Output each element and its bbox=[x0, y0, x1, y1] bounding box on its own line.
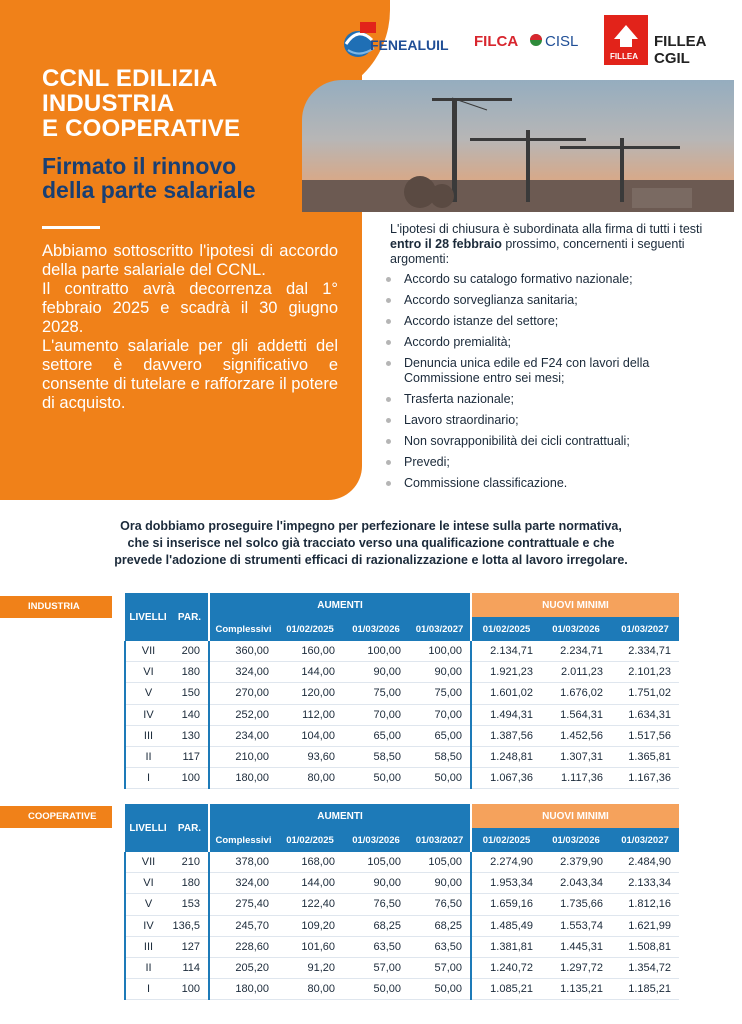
cell-value: 2.043,34 bbox=[541, 873, 611, 894]
col-date: 01/03/2027 bbox=[409, 828, 471, 852]
col-date: 01/03/2026 bbox=[343, 617, 409, 641]
cell-par: 140 bbox=[171, 704, 209, 725]
cell-value: 2.234,71 bbox=[541, 641, 611, 662]
topic-item: Prevedi; bbox=[384, 455, 724, 470]
table-row bbox=[125, 852, 679, 873]
conditions-text: prossimo, concernenti i seguenti argomenti: bbox=[390, 237, 685, 266]
cell-value: 1.812,16 bbox=[611, 894, 679, 915]
cell-value: 65,00 bbox=[343, 725, 409, 746]
intro-paragraph: Abbiamo sottoscritto l'ipotesi di accordo della parte salariale del CCNL. bbox=[42, 242, 338, 279]
fillea-logo-text: FILLEA bbox=[654, 33, 707, 50]
cell-value: 1.445,31 bbox=[541, 936, 611, 957]
cell-value: 210,00 bbox=[209, 746, 277, 767]
cell-value: 63,50 bbox=[343, 936, 409, 957]
cell-value: 2.274,90 bbox=[471, 852, 541, 873]
title-divider bbox=[42, 226, 100, 229]
cell-par: 180 bbox=[171, 662, 209, 683]
cell-value: 324,00 bbox=[209, 873, 277, 894]
cell-livello: V bbox=[125, 683, 171, 704]
cell-value: 1.553,74 bbox=[541, 915, 611, 936]
cell-value: 91,20 bbox=[277, 957, 343, 978]
cell-value: 104,00 bbox=[277, 725, 343, 746]
col-date: 01/03/2026 bbox=[541, 617, 611, 641]
cooperative-rows bbox=[125, 852, 679, 1000]
topic-item: Commissione classificazione. bbox=[384, 476, 724, 491]
cell-value: 1.921,23 bbox=[471, 662, 541, 683]
construction-cranes-photo bbox=[302, 80, 734, 212]
cell-value: 90,00 bbox=[409, 662, 471, 683]
feneal-logo-text: FENEALUIL bbox=[370, 37, 449, 53]
cell-value: 378,00 bbox=[209, 852, 277, 873]
topics-list bbox=[384, 272, 724, 497]
cell-par: 100 bbox=[171, 768, 209, 789]
col-date: 01/02/2025 bbox=[277, 828, 343, 852]
cell-value: 68,25 bbox=[343, 915, 409, 936]
cell-value: 1.601,02 bbox=[471, 683, 541, 704]
cell-value: 168,00 bbox=[277, 852, 343, 873]
cell-par: 150 bbox=[171, 683, 209, 704]
cell-value: 76,50 bbox=[409, 894, 471, 915]
filca-logo-text: FILCA bbox=[474, 33, 519, 50]
topic-item: Non sovrapponibilità dei cicli contrattuali; bbox=[384, 434, 724, 449]
cell-value: 1.676,02 bbox=[541, 683, 611, 704]
cell-par: 117 bbox=[171, 746, 209, 767]
col-date: 01/03/2026 bbox=[541, 828, 611, 852]
col-date: 01/03/2027 bbox=[611, 828, 679, 852]
cisl-logo-text: CISL bbox=[545, 33, 579, 50]
cell-value: 1.485,49 bbox=[471, 915, 541, 936]
cell-value: 1.634,31 bbox=[611, 704, 679, 725]
cell-value: 1.735,66 bbox=[541, 894, 611, 915]
cell-value: 101,60 bbox=[277, 936, 343, 957]
cell-value: 112,00 bbox=[277, 704, 343, 725]
cell-value: 2.133,34 bbox=[611, 873, 679, 894]
cell-value: 50,00 bbox=[343, 979, 409, 1000]
cell-livello: V bbox=[125, 894, 171, 915]
cell-value: 144,00 bbox=[277, 873, 343, 894]
cell-value: 360,00 bbox=[209, 641, 277, 662]
cell-value: 270,00 bbox=[209, 683, 277, 704]
cell-value: 1.751,02 bbox=[611, 683, 679, 704]
cell-value: 2.101,23 bbox=[611, 662, 679, 683]
deadline-highlight: entro il 28 febbraio bbox=[390, 237, 502, 251]
cell-value: 275,40 bbox=[209, 894, 277, 915]
col-livelli: LIVELLI bbox=[125, 593, 171, 641]
cell-value: 234,00 bbox=[209, 725, 277, 746]
cell-par: 100 bbox=[171, 979, 209, 1000]
col-date: 01/03/2027 bbox=[611, 617, 679, 641]
cell-value: 75,00 bbox=[343, 683, 409, 704]
cell-value: 144,00 bbox=[277, 662, 343, 683]
cell-value: 58,50 bbox=[343, 746, 409, 767]
cell-value: 90,00 bbox=[343, 662, 409, 683]
cooperative-label: COOPERATIVE bbox=[0, 806, 112, 828]
cell-value: 1.240,72 bbox=[471, 957, 541, 978]
feneal-uil-logo bbox=[340, 18, 460, 64]
title-line: E COOPERATIVE bbox=[42, 115, 241, 142]
cell-value: 70,00 bbox=[409, 704, 471, 725]
cell-livello: VI bbox=[125, 662, 171, 683]
cell-value: 1.067,36 bbox=[471, 768, 541, 789]
cell-value: 1.117,36 bbox=[541, 768, 611, 789]
cell-livello: VII bbox=[125, 852, 171, 873]
cell-value: 100,00 bbox=[343, 641, 409, 662]
cell-value: 1.354,72 bbox=[611, 957, 679, 978]
cell-value: 80,00 bbox=[277, 768, 343, 789]
cell-value: 1.365,81 bbox=[611, 746, 679, 767]
cell-livello: III bbox=[125, 936, 171, 957]
fillea-cgil-logo bbox=[604, 15, 724, 67]
topic-item: Lavoro straordinario; bbox=[384, 413, 724, 428]
cell-livello: IV bbox=[125, 915, 171, 936]
cell-value: 324,00 bbox=[209, 662, 277, 683]
cell-value: 1.494,31 bbox=[471, 704, 541, 725]
table-row bbox=[125, 873, 679, 894]
intro-text bbox=[42, 242, 338, 413]
col-date: 01/02/2025 bbox=[471, 617, 541, 641]
conditions-text: L'ipotesi di chiusura è subordinata alla firma di tutti i testi bbox=[390, 222, 703, 236]
table-row bbox=[125, 979, 679, 1000]
main-title bbox=[42, 66, 342, 141]
cell-value: 100,00 bbox=[409, 641, 471, 662]
statement-line: prevede l'adozione di strumenti efficaci di razionalizzazione e lotta al lavoro irregolare. bbox=[114, 553, 628, 567]
table-row bbox=[125, 662, 679, 683]
cell-par: 210 bbox=[171, 852, 209, 873]
table-row bbox=[125, 725, 679, 746]
cell-par: 114 bbox=[171, 957, 209, 978]
cell-value: 93,60 bbox=[277, 746, 343, 767]
cell-value: 1.248,81 bbox=[471, 746, 541, 767]
cell-value: 75,00 bbox=[409, 683, 471, 704]
col-date: 01/03/2026 bbox=[343, 828, 409, 852]
table-row bbox=[125, 746, 679, 767]
cell-par: 180 bbox=[171, 873, 209, 894]
topic-item: Trasferta nazionale; bbox=[384, 392, 724, 407]
cell-value: 63,50 bbox=[409, 936, 471, 957]
group-aumenti: AUMENTI bbox=[209, 593, 471, 617]
commitment-statement bbox=[40, 518, 702, 569]
cooperative-table bbox=[124, 804, 679, 1000]
cell-livello: I bbox=[125, 979, 171, 1000]
topic-item: Denuncia unica edile ed F24 con lavori della Commissione entro sei mesi; bbox=[384, 356, 724, 385]
cell-par: 153 bbox=[171, 894, 209, 915]
subtitle bbox=[42, 154, 342, 202]
statement-line: Ora dobbiamo proseguire l'impegno per perfezionare le intese sulla parte normativa, bbox=[120, 519, 622, 533]
cell-value: 180,00 bbox=[209, 768, 277, 789]
cell-value: 1.297,72 bbox=[541, 957, 611, 978]
cell-value: 245,70 bbox=[209, 915, 277, 936]
topic-item: Accordo premialità; bbox=[384, 335, 724, 350]
intro-paragraph: L'aumento salariale per gli addetti del settore è davvero significativo e consente di tutelare e rafforzare il potere di acquisto. bbox=[42, 337, 338, 412]
col-par: PAR. bbox=[171, 593, 209, 641]
cell-value: 50,00 bbox=[409, 768, 471, 789]
cell-value: 70,00 bbox=[343, 704, 409, 725]
cell-livello: VII bbox=[125, 641, 171, 662]
cell-value: 1.185,21 bbox=[611, 979, 679, 1000]
cell-value: 105,00 bbox=[343, 852, 409, 873]
cell-par: 127 bbox=[171, 936, 209, 957]
col-date: 01/02/2025 bbox=[471, 828, 541, 852]
cell-value: 65,00 bbox=[409, 725, 471, 746]
cgil-logo-text: CGIL bbox=[654, 50, 690, 67]
industria-rows bbox=[125, 641, 679, 789]
cell-value: 109,20 bbox=[277, 915, 343, 936]
table-row bbox=[125, 641, 679, 662]
statement-line: che si inserisce nel solco già tracciato verso una qualificazione contrattuale e che bbox=[127, 536, 615, 550]
cell-value: 1.508,81 bbox=[611, 936, 679, 957]
col-complessivi: Complessivi bbox=[209, 828, 277, 852]
cell-value: 50,00 bbox=[343, 768, 409, 789]
conditions-intro bbox=[390, 222, 720, 267]
table-row bbox=[125, 894, 679, 915]
table-row bbox=[125, 768, 679, 789]
cell-value: 122,40 bbox=[277, 894, 343, 915]
cell-par: 200 bbox=[171, 641, 209, 662]
cell-value: 160,00 bbox=[277, 641, 343, 662]
cell-value: 1.517,56 bbox=[611, 725, 679, 746]
cell-livello: VI bbox=[125, 873, 171, 894]
group-nuovi-minimi: NUOVI MINIMI bbox=[471, 804, 679, 828]
cell-value: 120,00 bbox=[277, 683, 343, 704]
cell-value: 2.484,90 bbox=[611, 852, 679, 873]
cell-value: 105,00 bbox=[409, 852, 471, 873]
cell-value: 2.334,71 bbox=[611, 641, 679, 662]
cell-value: 90,00 bbox=[409, 873, 471, 894]
col-complessivi: Complessivi bbox=[209, 617, 277, 641]
col-livelli: LIVELLI bbox=[125, 804, 171, 852]
cell-livello: II bbox=[125, 957, 171, 978]
cell-value: 1.085,21 bbox=[471, 979, 541, 1000]
cell-value: 1.307,31 bbox=[541, 746, 611, 767]
fillea-badge-text: FILLEA bbox=[610, 52, 638, 61]
cell-livello: I bbox=[125, 768, 171, 789]
table-row bbox=[125, 704, 679, 725]
cell-value: 1.167,36 bbox=[611, 768, 679, 789]
topic-item: Accordo sorveglianza sanitaria; bbox=[384, 293, 724, 308]
cell-value: 180,00 bbox=[209, 979, 277, 1000]
cell-par: 130 bbox=[171, 725, 209, 746]
intro-paragraph: Il contratto avrà decorrenza dal 1° febbraio 2025 e scadrà il 30 giugno 2028. bbox=[42, 280, 338, 336]
cell-value: 1.564,31 bbox=[541, 704, 611, 725]
cell-livello: III bbox=[125, 725, 171, 746]
col-date: 01/03/2027 bbox=[409, 617, 471, 641]
cell-value: 50,00 bbox=[409, 979, 471, 1000]
cell-value: 90,00 bbox=[343, 873, 409, 894]
title-line: CCNL EDILIZIA bbox=[42, 65, 218, 92]
cell-value: 1.381,81 bbox=[471, 936, 541, 957]
cell-value: 68,25 bbox=[409, 915, 471, 936]
cell-value: 252,00 bbox=[209, 704, 277, 725]
table-row bbox=[125, 936, 679, 957]
cell-value: 1.621,99 bbox=[611, 915, 679, 936]
col-par: PAR. bbox=[171, 804, 209, 852]
cell-value: 205,20 bbox=[209, 957, 277, 978]
filca-cisl-logo bbox=[474, 28, 584, 52]
cell-value: 57,00 bbox=[409, 957, 471, 978]
cell-value: 76,50 bbox=[343, 894, 409, 915]
cell-livello: IV bbox=[125, 704, 171, 725]
industria-table bbox=[124, 593, 679, 789]
cell-par: 136,5 bbox=[171, 915, 209, 936]
table-row bbox=[125, 915, 679, 936]
title-line: INDUSTRIA bbox=[42, 90, 175, 117]
cell-value: 228,60 bbox=[209, 936, 277, 957]
cell-value: 2.379,90 bbox=[541, 852, 611, 873]
cell-value: 57,00 bbox=[343, 957, 409, 978]
industria-label: INDUSTRIA bbox=[0, 596, 112, 618]
topic-item: Accordo su catalogo formativo nazionale; bbox=[384, 272, 724, 287]
col-date: 01/02/2025 bbox=[277, 617, 343, 641]
cell-value: 2.011,23 bbox=[541, 662, 611, 683]
subtitle-line: Firmato il rinnovo bbox=[42, 153, 237, 179]
cell-value: 1.387,56 bbox=[471, 725, 541, 746]
topic-item: Accordo istanze del settore; bbox=[384, 314, 724, 329]
cell-livello: II bbox=[125, 746, 171, 767]
cell-value: 58,50 bbox=[409, 746, 471, 767]
table-row bbox=[125, 683, 679, 704]
cell-value: 80,00 bbox=[277, 979, 343, 1000]
group-aumenti: AUMENTI bbox=[209, 804, 471, 828]
cell-value: 1.953,34 bbox=[471, 873, 541, 894]
group-nuovi-minimi: NUOVI MINIMI bbox=[471, 593, 679, 617]
cell-value: 1.452,56 bbox=[541, 725, 611, 746]
cell-value: 1.135,21 bbox=[541, 979, 611, 1000]
cell-value: 2.134,71 bbox=[471, 641, 541, 662]
cell-value: 1.659,16 bbox=[471, 894, 541, 915]
table-row bbox=[125, 957, 679, 978]
subtitle-line: della parte salariale bbox=[42, 177, 256, 203]
